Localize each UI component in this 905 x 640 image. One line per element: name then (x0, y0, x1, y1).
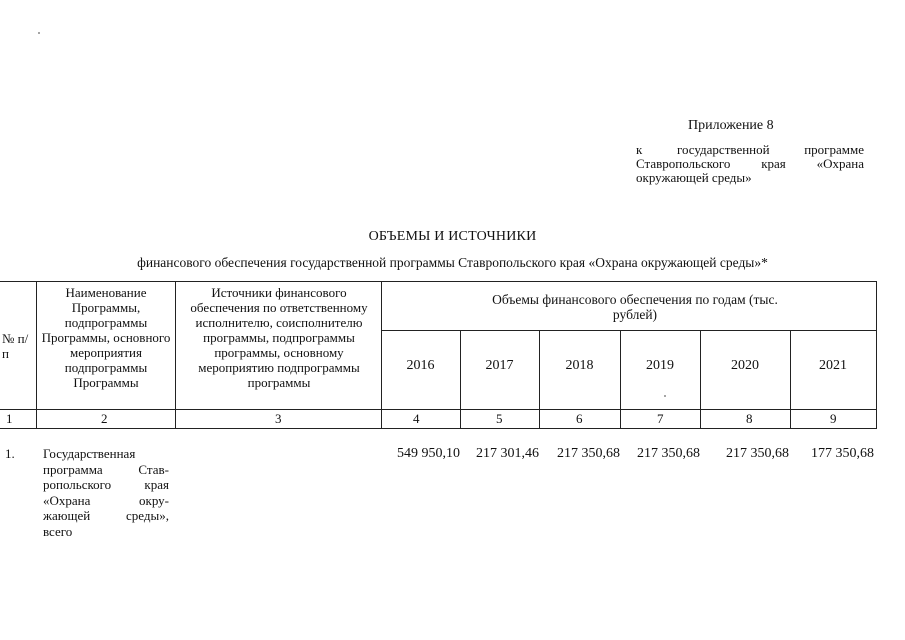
row-name (43, 446, 169, 539)
row-name-line: Государственная (43, 446, 136, 461)
col-divider-5 (539, 330, 540, 429)
header-bottom-border (0, 409, 877, 410)
col-divider-2 (175, 281, 176, 429)
header-name: Наименование Программы, подпрограммы Программы, основного мероприятия подпрограммы Программы (41, 285, 171, 390)
col-divider-1 (36, 281, 37, 429)
year-2020: 2020 (731, 358, 759, 373)
row-name-line: ропольского края (43, 477, 169, 492)
header-volumes: Объемы финансового обеспечения по годам (тыс. рублей) (492, 292, 778, 322)
column-number-5: 5 (496, 411, 503, 426)
year-2021: 2021 (819, 358, 847, 373)
col-divider-7 (700, 330, 701, 429)
financing-table (0, 281, 877, 429)
year-2016: 2016 (406, 358, 435, 373)
table-row (0, 446, 905, 546)
column-number-4: 4 (413, 411, 420, 426)
row-name-line: «Охрана окру- (43, 492, 169, 508)
col-divider-4 (460, 330, 461, 429)
table-right-border (876, 281, 877, 429)
year-2019: 2019 (646, 358, 674, 373)
year-2017: 2017 (485, 358, 514, 373)
row-number: 1. (5, 446, 15, 461)
col-divider-8 (790, 330, 791, 429)
column-number-6: 6 (576, 411, 583, 426)
header-sources: Источники финансового обеспечения по ответственному исполнителю, соисполнителю программы, подпрограммы программы, основному мероприятию подпрограммы программы (190, 285, 368, 390)
column-number-9: 9 (830, 411, 837, 426)
value-2017: 217 301,46 (476, 446, 539, 461)
table-top-border (0, 281, 877, 282)
column-number-3: 3 (275, 411, 282, 426)
scan-speck (38, 32, 40, 34)
column-number-7: 7 (657, 411, 664, 426)
col-divider-3 (381, 281, 382, 429)
row-name-line: жающей среды», (43, 508, 169, 523)
scan-speck (664, 395, 666, 397)
document-title: ОБЪЕМЫ И ИСТОЧНИКИ (368, 229, 537, 244)
volumes-header-divider (381, 330, 877, 331)
appendix-title: Приложение 8 (688, 118, 774, 133)
header-number: № п/п (2, 331, 29, 361)
value-2018: 217 350,68 (557, 446, 620, 461)
column-number-2: 2 (101, 411, 108, 426)
row-name-line: программа Став- (43, 461, 169, 477)
appendix-reference: к государственной программе Ставропольского края «Охрана окружающей среды» (636, 142, 864, 185)
row-name-line: всего (43, 523, 73, 539)
year-2018: 2018 (565, 358, 594, 373)
value-2021: 177 350,68 (811, 446, 874, 461)
value-2020: 217 350,68 (726, 446, 789, 461)
column-number-8: 8 (746, 411, 753, 426)
column-number-1: 1 (6, 411, 13, 426)
value-2019: 217 350,68 (637, 446, 700, 461)
column-numbers-bottom-border (0, 428, 877, 429)
col-divider-6 (620, 330, 621, 429)
document-subtitle: финансового обеспечения государственной программы Ставропольского края «Охрана окружающей среды»* (137, 255, 768, 270)
value-2016: 549 950,10 (397, 446, 460, 461)
